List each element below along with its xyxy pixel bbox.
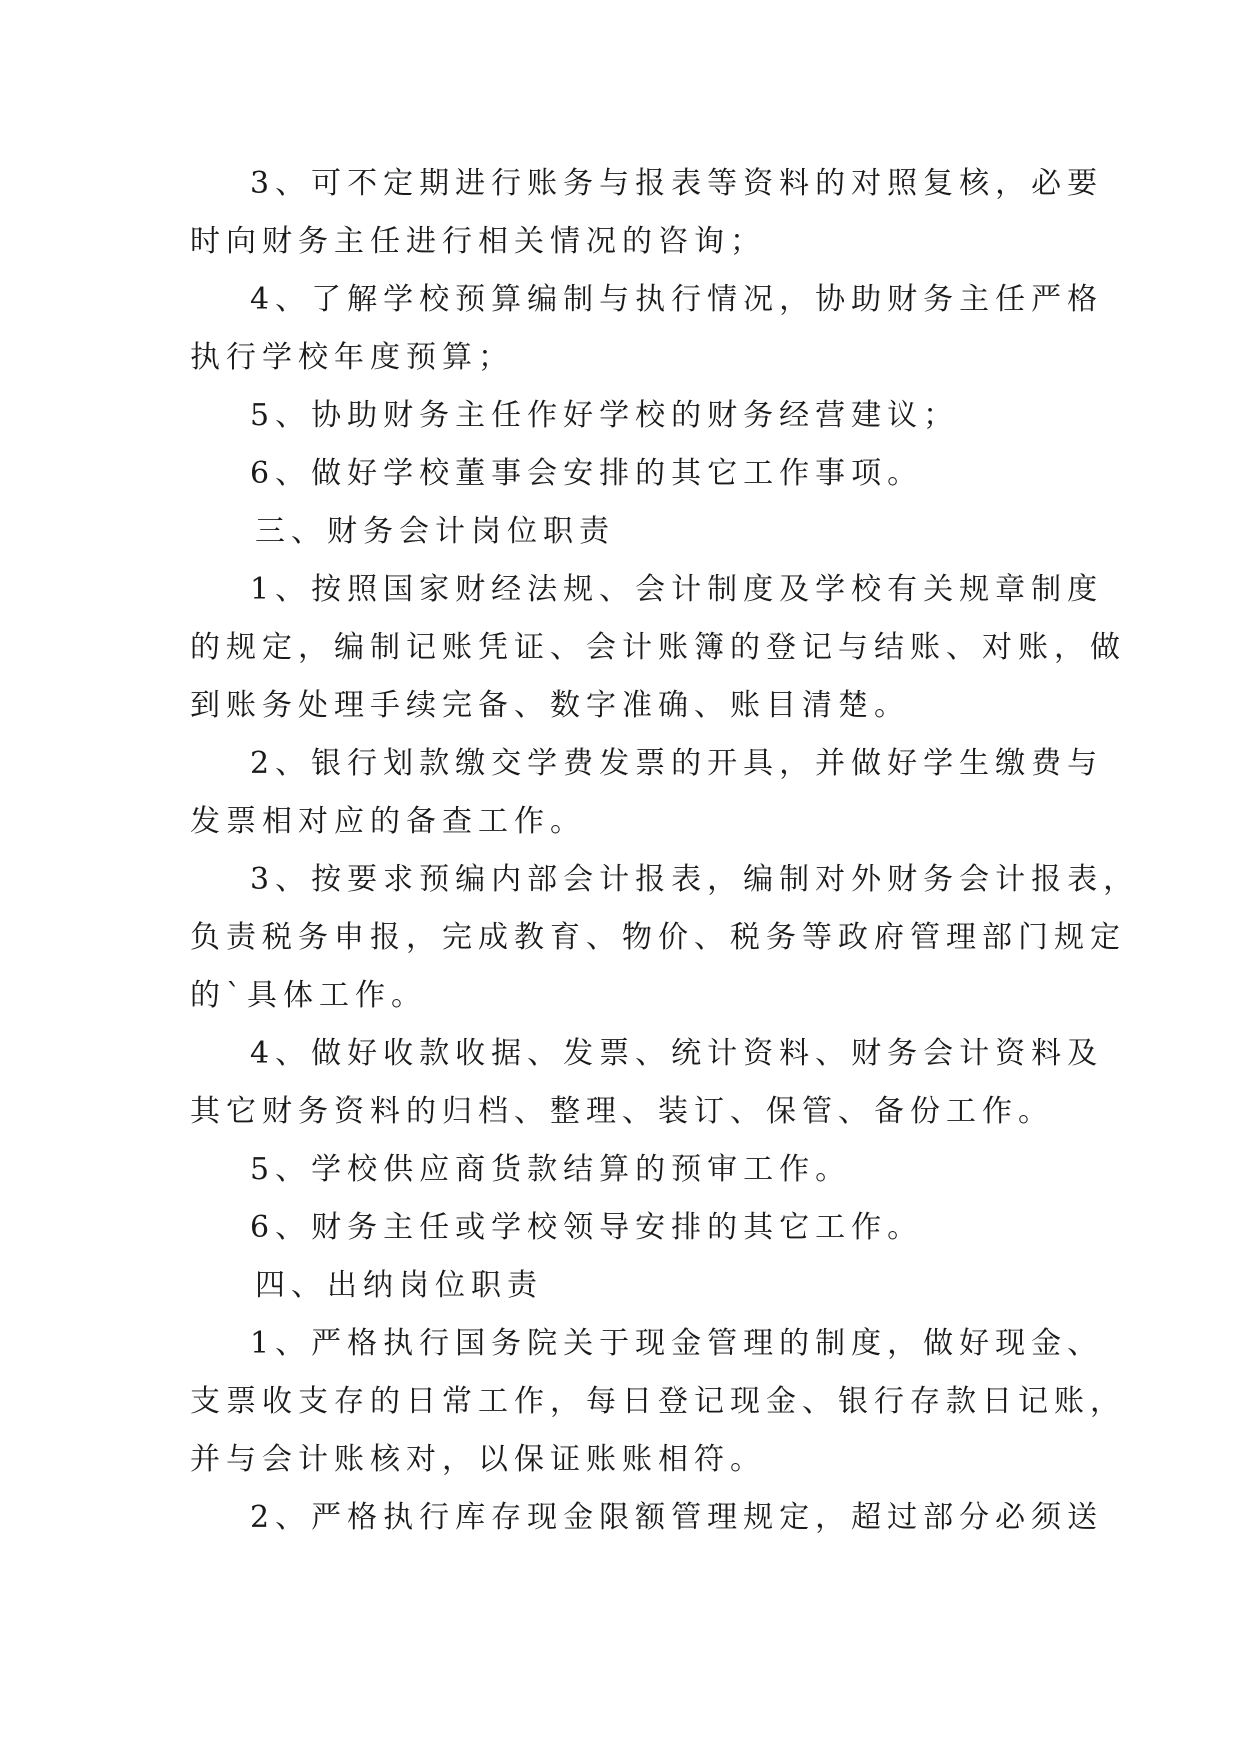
paragraph-line: 执行学校年度预算； [190, 340, 514, 375]
paragraph-line: 3、按要求预编内部会计报表，编制对外财务会计报表， [250, 862, 1140, 897]
paragraph-line: 3、可不定期进行账务与报表等资料的对照复核，必要 [250, 166, 1104, 201]
paragraph-line: 1、严格执行国务院关于现金管理的制度，做好现金、 [250, 1326, 1104, 1361]
paragraph-line: 负责税务申报，完成教育、物价、税务等政府管理部门规定 [190, 920, 1126, 955]
paragraph-line: 时向财务主任进行相关情况的咨询； [190, 224, 766, 259]
paragraph-line: 2、严格执行库存现金限额管理规定，超过部分必须送 [250, 1500, 1104, 1535]
section-heading: 四、出纳岗位职责 [255, 1268, 543, 1303]
paragraph-line: 到账务处理手续完备、数字准确、账目清楚。 [190, 688, 910, 723]
paragraph-line: 其它财务资料的归档、整理、装订、保管、备份工作。 [190, 1094, 1054, 1129]
paragraph-line: 的`具体工作。 [190, 978, 427, 1013]
paragraph-line: 支票收支存的日常工作，每日登记现金、银行存款日记账， [190, 1384, 1126, 1419]
paragraph-line: 5、学校供应商货款结算的预审工作。 [250, 1152, 852, 1187]
paragraph-line: 6、财务主任或学校领导安排的其它工作。 [250, 1210, 924, 1245]
paragraph-line: 发票相对应的备查工作。 [190, 804, 586, 839]
paragraph-line: 6、做好学校董事会安排的其它工作事项。 [250, 456, 924, 491]
paragraph-line: 的规定，编制记账凭证、会计账簿的登记与结账、对账，做 [190, 630, 1126, 665]
paragraph-line: 4、做好收款收据、发票、统计资料、财务会计资料及 [250, 1036, 1104, 1071]
paragraph-line: 1、按照国家财经法规、会计制度及学校有关规章制度 [250, 572, 1104, 607]
section-heading: 三、财务会计岗位职责 [255, 514, 615, 549]
paragraph-line: 4、了解学校预算编制与执行情况，协助财务主任严格 [250, 282, 1104, 317]
paragraph-line: 2、银行划款缴交学费发票的开具，并做好学生缴费与 [250, 746, 1104, 781]
paragraph-line: 并与会计账核对，以保证账账相符。 [190, 1442, 766, 1477]
paragraph-line: 5、协助财务主任作好学校的财务经营建议； [250, 398, 960, 433]
